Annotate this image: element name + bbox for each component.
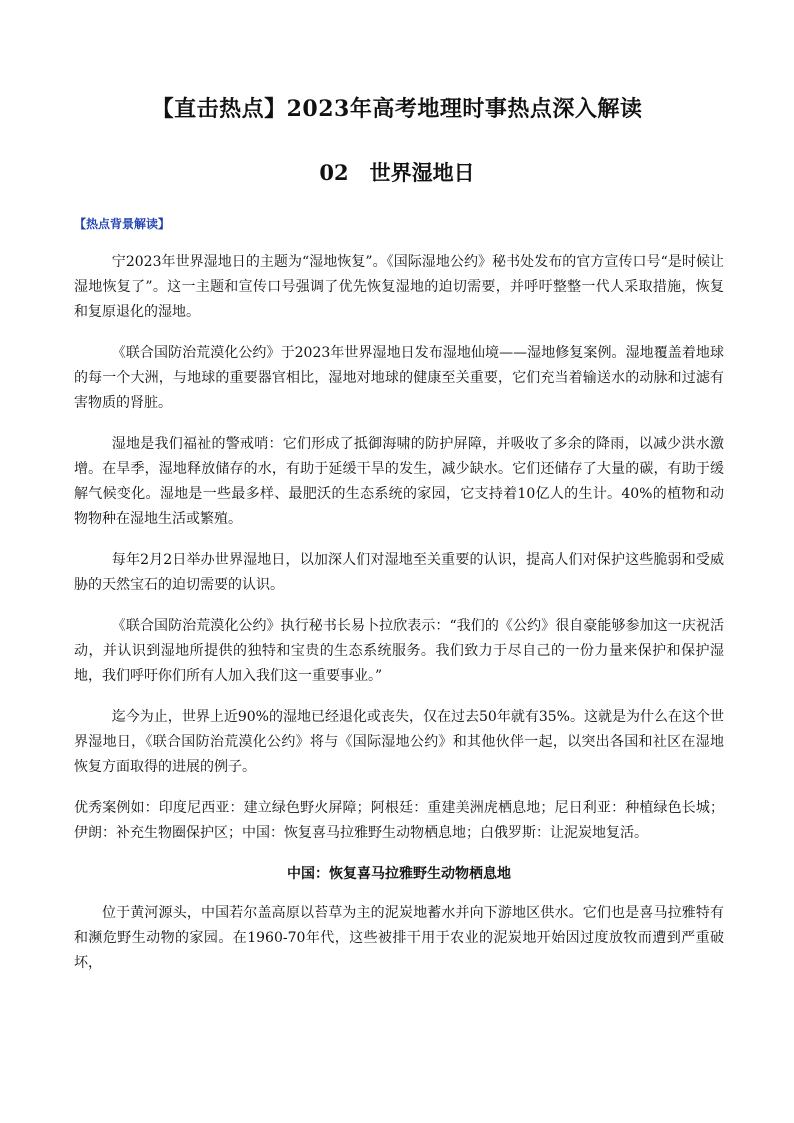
paragraph: 湿地是我们福祉的警戒哨：它们形成了抵御海啸的防护屏障，并吸收了多余的降雨，以减少洪水激增。在旱季，湿地释放储存的水，有助于延缓干旱的发生，减少缺水。它们还储存了大量的碳，有助于缓解气候变化。湿地是一些最多样、最肥沃的生态系统的家园，它支持着10亿人的生计。40%的植物和动物物种在湿地生活或繁殖。 (74, 436, 724, 527)
paragraph: 《联合国防治荒漠化公约》于2023年世界湿地日发布湿地仙境——湿地修复案例。湿地覆盖着地球的每一个大洲，与地球的重要器官相比，湿地对地球的健康至关重要，它们充当着输送水的动脉和过滤有害物质的肾脏。 (74, 345, 724, 411)
document-body (74, 250, 724, 976)
paragraph: 宁2023年世界湿地日的主题为“湿地恢复”。《国际湿地公约》秘书处发布的官方宣传口号“是时候让湿地恢复了”。这一主题和宣传口号强调了优先恢复湿地的迫切需要，并呼吁整整一代人采取措施，恢复和复原退化的湿地。 (74, 254, 724, 320)
document-subtitle: 02 世界湿地日 (319, 160, 475, 185)
china-paragraph: 位于黄河源头，中国若尔盖高原以苔草为主的泥炭地蓄水并向下游地区供水。它们也是喜马拉雅特有和濒危野生动物的家园。在1960-70年代，这些被排干用于农业的泥炭地开始因过度放牧而遭到严重破坏， (74, 905, 724, 971)
china-heading: 中国：恢复喜马拉雅野生动物栖息地 (287, 866, 511, 882)
paragraph: 每年2月2日举办世界湿地日，以加深人们对湿地至关重要的认识，提高人们对保护这些脆弱和受威胁的天然宝石的迫切需要的认识。 (74, 552, 724, 593)
examples-paragraph: 优秀案例如：印度尼西亚：建立绿色野火屏障；阿根廷：重建美洲虎栖息地；尼日利亚：种植绿色长城；伊朗：补充生物圈保护区；中国：恢复喜马拉雅野生动物栖息地；白俄罗斯：让泥炭地复活。 (74, 800, 724, 841)
document-title: 【直击热点】2023年高考地理时事热点深入解读 (151, 96, 643, 122)
paragraph: 《联合国防治荒漠化公约》执行秘书长易卜拉欣表示：“我们的《公约》很自豪能够参加这一庆祝活动，并认识到湿地所提供的独特和宝贵的生态系统服务。我们致力于尽自己的一份力量来保护和保护湿地，我们呼吁你们所有人加入我们这一重要事业。” (74, 618, 724, 684)
section-label: 【热点背景解读】 (74, 217, 171, 231)
paragraph: 迄今为止，世界上近90%的湿地已经退化或丧失，仅在过去50年就有35%。这就是为什么在这个世界湿地日，《联合国防治荒漠化公约》将与《国际湿地公约》和其他伙伴一起，以突出各国和社区在湿地恢复方面取得的进展的例子。 (74, 709, 724, 775)
